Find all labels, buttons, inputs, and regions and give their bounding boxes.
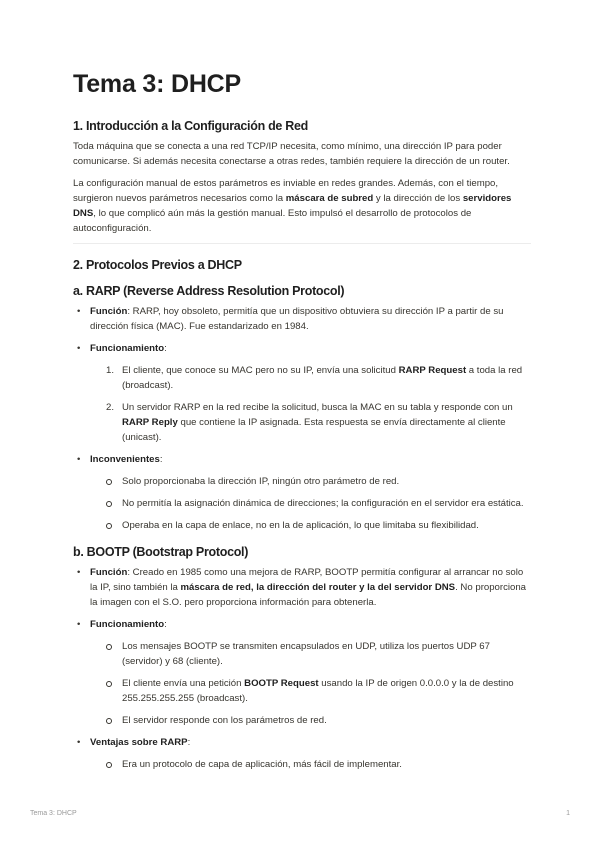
text-run: Operaba en la capa de enlace, no en la de aplicación, lo que limitaba su flexibilidad. [122, 520, 479, 531]
list-item-text [122, 520, 479, 531]
circle-bullet-icon [106, 713, 112, 729]
sub-list-item [90, 474, 531, 489]
text-run: Era un protocolo de capa de aplicación, más fácil de implementar. [122, 759, 402, 770]
list-item-text [122, 715, 327, 726]
subsection-heading-bootp: b. BOOTP (Bootstrap Protocol) [73, 545, 249, 559]
bold-text: RARP Request [398, 365, 467, 376]
bold-text: servidores DNS [73, 193, 512, 219]
list-item-text [122, 759, 402, 770]
list-item-text [90, 306, 503, 332]
rarp-cons-list [90, 474, 531, 533]
section-heading-intro: 1. Introducción a la Configuración de Red [73, 119, 308, 133]
sub-list-item [90, 363, 531, 393]
list-item-text [122, 402, 513, 443]
text-run: Los mensajes BOOTP se transmiten encapsulados en UDP, utiliza los puertos UDP 67 (servidor) y 68 (cliente). [122, 641, 490, 667]
sub-list-item [90, 757, 531, 772]
list-item [73, 735, 531, 772]
circle-bullet-icon [106, 676, 112, 692]
paragraph [73, 139, 531, 169]
page-number: 1 [566, 810, 570, 817]
circle-bullet-icon [106, 639, 112, 655]
list-item-text [122, 365, 522, 391]
text-run: y la dirección de los [373, 193, 463, 204]
text-run: a toda la red (broadcast). [122, 365, 523, 391]
page-footer [30, 810, 570, 817]
circle-bullet-icon [106, 474, 112, 490]
document-page [73, 70, 531, 779]
sub-list-item [90, 518, 531, 533]
list-item-text [122, 476, 399, 487]
step-number: 2. [106, 402, 115, 413]
text-run: Un servidor RARP en la red recibe la solicitud, busca la MAC en su tabla y responde con un [122, 402, 513, 413]
list-item [73, 341, 531, 445]
bootp-pros-list [90, 757, 531, 772]
bold-text: máscara de red, la dirección del router y la del servidor DNS [180, 582, 456, 593]
list-item-text [122, 641, 490, 667]
bold-text: Funcionamiento [90, 343, 165, 354]
text-run: Solo proporcionaba la dirección IP, ningún otro parámetro de red. [122, 476, 400, 487]
bold-text: Inconvenientes [90, 454, 160, 465]
text-run: : [164, 343, 167, 354]
text-run: El cliente, que conoce su MAC pero no su IP, envía una solicitud [122, 365, 399, 376]
bold-text: Función [90, 306, 128, 317]
bold-text: BOOTP Request [244, 678, 319, 689]
circle-bullet-icon [106, 518, 112, 534]
rarp-list [73, 304, 531, 533]
bold-text: Ventajas sobre RARP [90, 737, 188, 748]
text-run: El servidor responde con los parámetros de red. [122, 715, 327, 726]
bullet-icon: • [77, 306, 81, 317]
text-run: , lo que complicó aún más la gestión manual. Esto impulsó el desarrollo de protocolos de autoconfiguración. [73, 208, 472, 234]
paragraph [73, 176, 531, 236]
list-item-text [90, 619, 167, 630]
text-run: : Creado en 1985 como una mejora de RARP, BOOTP permitía configurar al arrancar no solo la IP, sino también la [90, 567, 524, 593]
bullet-icon: • [77, 567, 81, 578]
text-run: El cliente envía una petición [122, 678, 245, 689]
bold-text: Función [90, 567, 128, 578]
text-run: : RARP, hoy obsoleto, permitía que un dispositivo obtuviera su dirección IP a partir de su dirección física (MAC). Fue estandarizado en 1984. [90, 306, 504, 332]
page-title: Tema 3: DHCP [73, 70, 242, 98]
sub-list-item [90, 676, 531, 706]
step-number: 1. [106, 365, 115, 376]
text-run: La configuración manual de estos parámetros es inviable en redes grandes. Además, con el tiempo, surgieron nuevos parámetros necesarios como la [73, 178, 499, 204]
bullet-icon: • [77, 737, 81, 748]
sub-list-item [90, 713, 531, 728]
list-item [73, 304, 531, 334]
bullet-icon: • [77, 619, 81, 630]
bullet-icon: • [77, 343, 81, 354]
rarp-steps-list [90, 363, 531, 445]
list-item [73, 452, 531, 533]
list-item-text [90, 454, 163, 465]
list-item-text [90, 737, 190, 748]
bullet-icon: • [77, 454, 81, 465]
list-item-text [90, 567, 526, 608]
footer-title: Tema 3: DHCP [30, 810, 77, 817]
bold-text: RARP Reply [122, 417, 178, 428]
list-item [73, 617, 531, 728]
text-run: usando la IP de origen 0.0.0.0 y la de destino 255.255.255.255 (broadcast). [122, 678, 514, 704]
list-item-text [122, 498, 524, 509]
text-run: : [164, 619, 167, 630]
bootp-steps-list [90, 639, 531, 728]
text-run: : [159, 454, 163, 465]
bootp-list [73, 565, 531, 772]
sub-list-item [90, 639, 531, 669]
text-run: : [187, 737, 191, 748]
list-item-text [122, 678, 514, 704]
divider [73, 243, 531, 244]
text-run: Toda máquina que se conecta a una red TCP/IP necesita, como mínimo, una dirección IP para poder comunicarse. Si además necesita conectarse a otras redes, también requiere la dirección de un router. [73, 141, 510, 167]
sub-list-item [90, 496, 531, 511]
section-heading-protocols: 2. Protocolos Previos a DHCP [73, 258, 242, 272]
bold-text: Funcionamiento [90, 619, 165, 630]
list-item-text [90, 343, 167, 354]
circle-bullet-icon [106, 496, 112, 512]
text-run: . No proporciona la imagen con el S.O. pero proporciona información para obtenerla. [90, 582, 527, 608]
sub-list-item [90, 400, 531, 445]
list-item [73, 565, 531, 610]
subsection-heading-rarp: a. RARP (Reverse Address Resolution Protocol) [73, 284, 345, 298]
circle-bullet-icon [106, 757, 112, 773]
text-run: No permitía la asignación dinámica de direcciones; la configuración en el servidor era estática. [122, 498, 524, 509]
text-run: que contiene la IP asignada. Esta respuesta se envía directamente al cliente (unicast). [122, 417, 506, 443]
bold-text: máscara de subred [285, 193, 374, 204]
